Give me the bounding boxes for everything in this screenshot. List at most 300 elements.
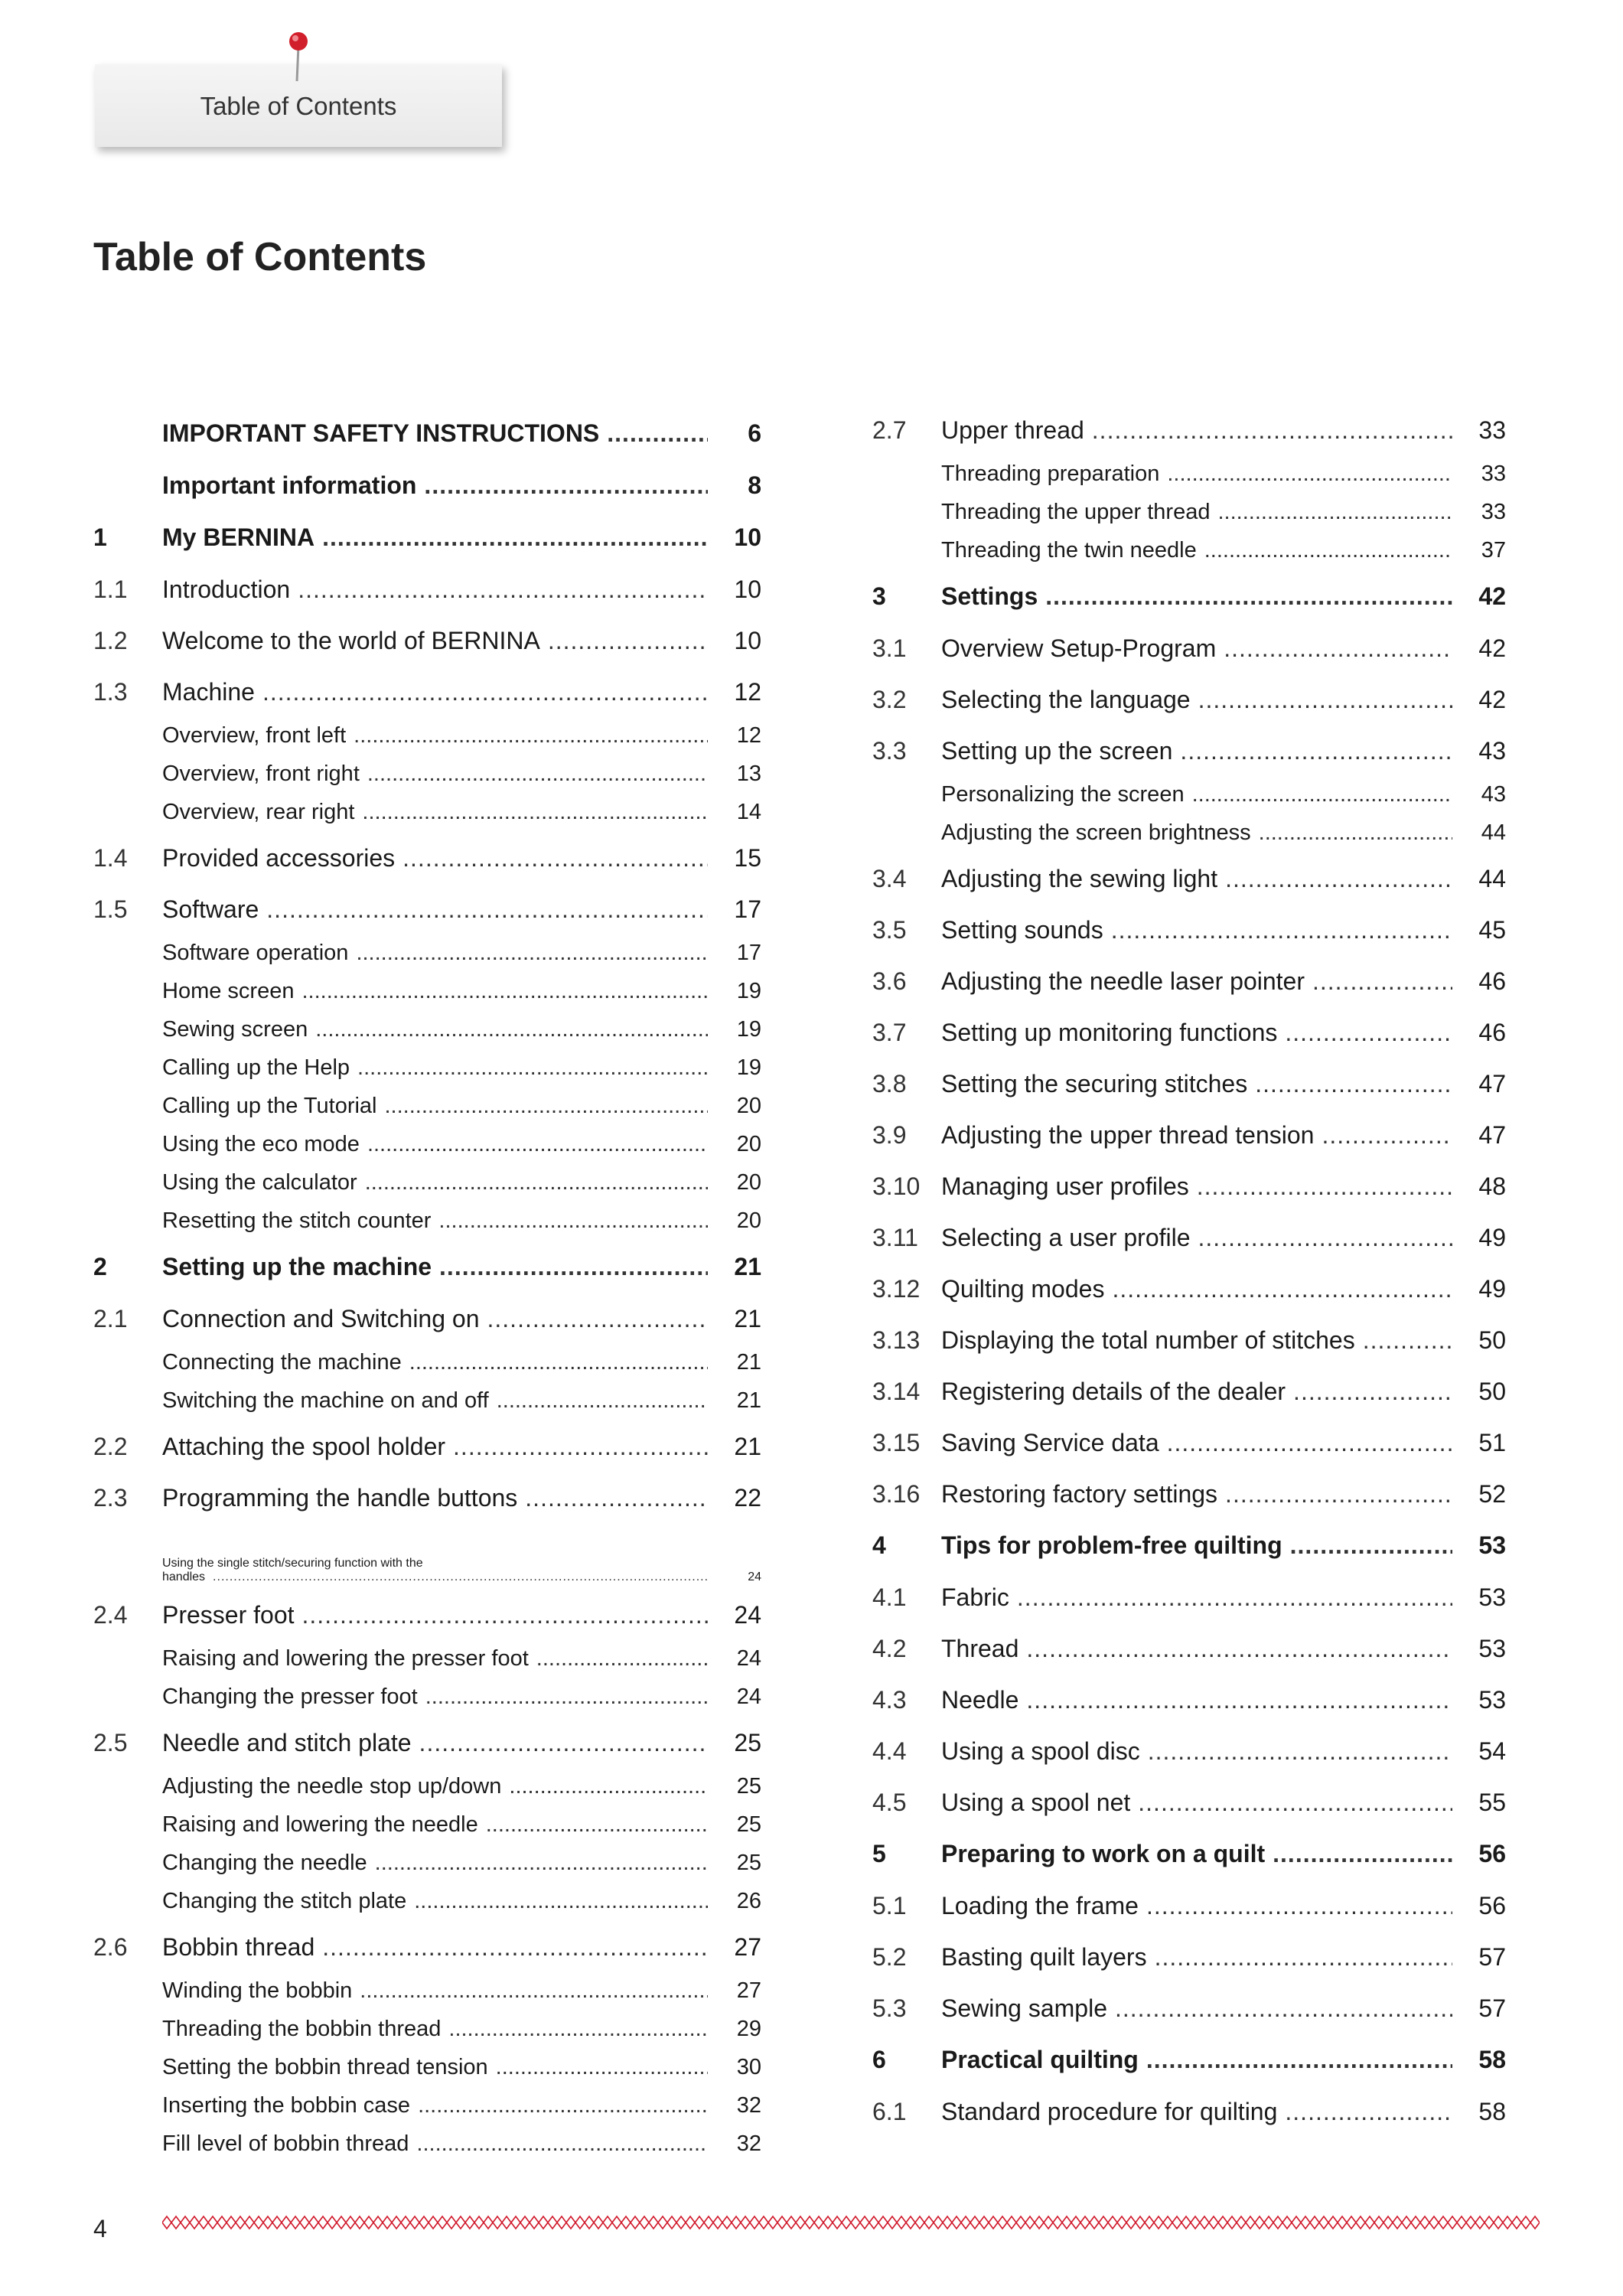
toc-entry-number: 2.7 — [872, 416, 907, 444]
toc-entry[interactable] — [872, 1006, 1506, 1058]
dot-leader — [548, 627, 708, 655]
toc-entry[interactable] — [872, 2086, 1506, 2137]
toc-entry-page: 14 — [736, 800, 761, 824]
toc-entry-number: 4.2 — [872, 1635, 907, 1662]
toc-entry[interactable] — [872, 1571, 1506, 1623]
dot-leader — [365, 1170, 708, 1195]
page-number: 4 — [93, 2215, 107, 2242]
toc-entry-number: 3.9 — [872, 1121, 907, 1149]
toc-entry-title: Practical quilting — [941, 2046, 1139, 2073]
toc-entry[interactable] — [872, 1880, 1506, 1931]
toc-entry[interactable] — [872, 1623, 1506, 1674]
toc-entry[interactable] — [93, 1472, 761, 1523]
dot-leader — [1285, 2098, 1452, 2126]
dot-leader — [416, 2131, 708, 2157]
toc-entry-page: 50 — [1478, 1326, 1506, 1354]
dot-leader — [1285, 1019, 1452, 1047]
toc-entry[interactable] — [872, 1058, 1506, 1109]
toc-entry[interactable] — [872, 570, 1506, 622]
toc-entry-page: 42 — [1478, 686, 1506, 713]
toc-entry[interactable] — [872, 1674, 1506, 1725]
toc-entry-title: Inserting the bobbin case — [162, 2093, 411, 2118]
dot-leader — [419, 1729, 708, 1757]
dot-leader — [302, 1601, 708, 1629]
toc-entry-page: 56 — [1478, 1840, 1506, 1867]
toc-entry-number: 1.3 — [93, 678, 128, 706]
dot-leader — [439, 1253, 708, 1281]
dot-leader — [1225, 865, 1452, 893]
toc-entry-title: Adjusting the needle stop up/down — [162, 1774, 502, 1799]
toc-entry-title: Quilting modes — [941, 1275, 1105, 1303]
dot-leader — [1255, 1070, 1452, 1098]
page-title: Table of Contents — [93, 235, 427, 279]
toc-entry-title: Software — [162, 895, 259, 923]
toc-entry-number: 3.6 — [872, 967, 907, 995]
toc-entry-number: 4.5 — [872, 1789, 907, 1816]
toc-entry-title: Provided accessories — [162, 844, 396, 872]
toc-entry-page: 53 — [1478, 1531, 1506, 1559]
toc-entry-page: 47 — [1478, 1121, 1506, 1149]
toc-entry-title: Sewing screen — [162, 1017, 308, 1042]
toc-entry[interactable] — [93, 2125, 761, 2164]
toc-entry-page: 54 — [1478, 1737, 1506, 1765]
toc-entry-title: Threading the bobbin thread — [162, 2017, 442, 2041]
dot-leader — [487, 1305, 709, 1333]
toc-entry[interactable] — [872, 455, 1506, 494]
toc-entry-page: 46 — [1478, 1019, 1506, 1046]
toc-entry[interactable] — [93, 1768, 761, 1806]
toc-entry-title: Using a spool net — [941, 1789, 1131, 1816]
toc-entry-page: 24 — [736, 1646, 761, 1671]
dot-leader — [1146, 2046, 1452, 2074]
dot-leader — [496, 2055, 708, 2080]
toc-entry-title: Sewing sample — [941, 1994, 1107, 2022]
dot-leader — [1017, 1583, 1452, 1612]
toc-entry-title: Home screen — [162, 979, 295, 1003]
toc-entry-number: 3.1 — [872, 634, 907, 662]
toc-entry[interactable] — [872, 1160, 1506, 1212]
toc-entry[interactable] — [93, 407, 761, 459]
toc-entry[interactable] — [872, 814, 1506, 853]
toc-entry-page: 19 — [736, 1017, 761, 1042]
toc-entry-page: 21 — [736, 1388, 761, 1413]
pushpin-head — [289, 32, 308, 51]
toc-entry-title: Using the calculator — [162, 1170, 357, 1195]
dot-leader — [1138, 1789, 1452, 1817]
toc-entry-page: 52 — [1478, 1480, 1506, 1508]
toc-entry-title: Overview, rear right — [162, 800, 355, 824]
toc-entry-number: 1.1 — [93, 576, 128, 603]
dot-leader — [1146, 1892, 1452, 1920]
toc-entry-number: 2.3 — [93, 1484, 128, 1512]
toc-entry-title: Threading preparation — [941, 461, 1160, 486]
toc-entry[interactable] — [93, 1678, 761, 1717]
toc-entry[interactable] — [93, 934, 761, 973]
dot-leader — [354, 723, 708, 748]
toc-entry-page: 56 — [1478, 1892, 1506, 1919]
dot-leader — [213, 1570, 708, 1584]
toc-entry-title-continued: handles — [162, 1570, 206, 1583]
toc-entry-title: Selecting a user profile — [941, 1224, 1191, 1251]
toc-entry-page: 48 — [1478, 1172, 1506, 1200]
toc-entry-page: 19 — [736, 1055, 761, 1080]
toc-entry-page: 25 — [736, 1774, 761, 1799]
dot-leader — [424, 471, 708, 500]
toc-entry-page: 17 — [734, 895, 761, 923]
toc-entry-page: 20 — [736, 1132, 761, 1156]
toc-entry-title: Managing user profiles — [941, 1172, 1189, 1200]
toc-entry[interactable] — [872, 1468, 1506, 1519]
dot-leader — [322, 1933, 708, 1962]
dot-leader — [1217, 500, 1452, 525]
toc-entry-number: 3.12 — [872, 1275, 921, 1303]
toc-entry-page: 53 — [1478, 1686, 1506, 1714]
toc-entry[interactable] — [93, 1921, 761, 1972]
toc-entry-page: 10 — [734, 627, 761, 654]
toc-entry-title: Programming the handle buttons — [162, 1484, 518, 1512]
toc-entry-number: 3.4 — [872, 865, 907, 892]
toc-entry-title: Connection and Switching on — [162, 1305, 480, 1332]
toc-left-column — [93, 407, 761, 2164]
toc-entry[interactable] — [872, 955, 1506, 1006]
pushpin-icon — [282, 28, 315, 83]
toc-entry-number: 2.5 — [93, 1729, 128, 1756]
toc-entry-title: Raising and lowering the presser foot — [162, 1646, 529, 1671]
toc-entry-title: Settings — [941, 582, 1038, 610]
toc-entry[interactable] — [93, 2011, 761, 2049]
toc-entry-title: Changing the stitch plate — [162, 1889, 407, 1913]
toc-entry-title: Winding the bobbin — [162, 1978, 353, 2003]
dot-leader — [1111, 916, 1452, 944]
toc-entry-page: 21 — [734, 1305, 761, 1332]
toc-entry-number: 1.4 — [93, 844, 128, 872]
toc-entry[interactable] — [93, 1202, 761, 1241]
toc-entry-title: Adjusting the screen brightness — [941, 820, 1251, 845]
dot-leader — [497, 1388, 708, 1414]
header-tab-label: Table of Contents — [200, 92, 397, 120]
toc-entry-number: 2.4 — [93, 1601, 128, 1629]
dot-leader — [402, 844, 708, 872]
toc-entry[interactable] — [93, 717, 761, 755]
toc-entry-page: 57 — [1478, 1943, 1506, 1971]
toc-entry-number: 6.1 — [872, 2098, 907, 2125]
toc-entry-page: 33 — [1481, 461, 1506, 486]
toc-entry-title: Using the single stitch/securing function with the — [162, 1557, 423, 1570]
toc-entry[interactable] — [872, 1519, 1506, 1571]
toc-entry[interactable] — [93, 1806, 761, 1844]
toc-entry-title: Connecting the machine — [162, 1350, 402, 1375]
toc-entry[interactable] — [93, 1088, 761, 1126]
toc-entry[interactable] — [93, 1382, 761, 1420]
toc-entry-page: 45 — [1478, 916, 1506, 944]
dot-leader — [1273, 1840, 1452, 1868]
dot-leader — [425, 1684, 708, 1710]
toc-entry-title: My BERNINA — [162, 523, 315, 551]
toc-entry-page: 26 — [736, 1889, 761, 1913]
toc-entry-page: 51 — [1478, 1429, 1506, 1456]
dot-leader — [1259, 820, 1452, 846]
toc-entry[interactable] — [93, 1640, 761, 1678]
toc-entry[interactable] — [872, 2033, 1506, 2086]
toc-entry-page: 43 — [1481, 782, 1506, 807]
toc-entry[interactable] — [872, 1982, 1506, 2033]
toc-entry-page: 21 — [734, 1433, 761, 1460]
toc-entry-page: 21 — [734, 1253, 761, 1280]
toc-entry[interactable] — [93, 2049, 761, 2087]
toc-entry[interactable] — [93, 563, 761, 615]
toc-entry[interactable] — [872, 1417, 1506, 1468]
toc-entry-title: IMPORTANT SAFETY INSTRUCTIONS — [162, 419, 600, 447]
toc-entry[interactable] — [93, 1589, 761, 1640]
toc-entry-page: 24 — [734, 1601, 761, 1629]
toc-entry[interactable] — [872, 673, 1506, 725]
toc-entry-title: Fabric — [941, 1583, 1009, 1611]
toc-entry-number: 1.2 — [93, 627, 128, 654]
toc-entry-number: 3.10 — [872, 1172, 921, 1200]
dot-leader — [367, 762, 708, 787]
toc-entry[interactable] — [872, 1828, 1506, 1880]
dot-leader — [418, 2093, 708, 2118]
dot-leader — [362, 800, 708, 825]
dot-leader — [1167, 1429, 1452, 1457]
toc-entry-page: 27 — [734, 1933, 761, 1961]
toc-entry-number: 4.4 — [872, 1737, 907, 1765]
toc-entry[interactable] — [872, 853, 1506, 904]
toc-entry-page: 33 — [1478, 416, 1506, 444]
dot-leader — [1155, 1943, 1452, 1971]
dot-leader — [414, 1889, 708, 1914]
dot-leader — [1180, 737, 1452, 765]
toc-entry[interactable] — [872, 1314, 1506, 1365]
toc-entry-title: Machine — [162, 678, 255, 706]
toc-entry[interactable] — [93, 1883, 761, 1921]
toc-entry[interactable] — [93, 1844, 761, 1883]
stitch-border-decoration — [162, 2213, 1540, 2232]
toc-entry[interactable] — [93, 666, 761, 717]
toc-entry-page: 22 — [734, 1484, 761, 1512]
toc-entry[interactable] — [93, 973, 761, 1011]
toc-entry-number: 5.3 — [872, 1994, 907, 2022]
toc-entry-number: 3.14 — [872, 1378, 921, 1405]
dot-leader — [262, 678, 708, 706]
toc-entry-number: 3.7 — [872, 1019, 907, 1046]
toc-entry[interactable] — [93, 2087, 761, 2125]
toc-entry-title: Using the eco mode — [162, 1132, 360, 1156]
toc-entry-number: 2.2 — [93, 1433, 128, 1460]
dot-leader — [1112, 1275, 1452, 1303]
toc-entry-number: 3.11 — [872, 1224, 918, 1251]
dot-leader — [322, 523, 708, 552]
toc-entry-number: 2 — [93, 1253, 107, 1280]
toc-entry-page: 8 — [748, 471, 761, 499]
dot-leader — [1197, 1172, 1452, 1201]
toc-entry-title: Basting quilt layers — [941, 1943, 1147, 1971]
toc-entry-title: Threading the twin needle — [941, 538, 1197, 563]
toc-entry[interactable] — [93, 511, 761, 563]
toc-entry-title: Changing the presser foot — [162, 1684, 418, 1709]
toc-entry-title: Overview, front right — [162, 762, 360, 786]
toc-entry-page: 57 — [1478, 1994, 1506, 2022]
toc-entry[interactable] — [872, 776, 1506, 814]
dot-leader — [298, 576, 708, 604]
dot-leader — [448, 2017, 708, 2042]
toc-entry-page: 42 — [1478, 634, 1506, 662]
toc-entry-number: 3 — [872, 582, 886, 610]
toc-entry-page: 12 — [736, 723, 761, 748]
toc-entry-title: Saving Service data — [941, 1429, 1159, 1456]
toc-entry[interactable] — [872, 622, 1506, 673]
toc-entry-number: 3.8 — [872, 1070, 907, 1097]
toc-entry-page: 25 — [736, 1851, 761, 1875]
toc-entry[interactable] — [872, 1776, 1506, 1828]
toc-entry[interactable] — [872, 1212, 1506, 1263]
toc-entry-number: 4.3 — [872, 1686, 907, 1714]
toc-entry-title: Needle — [941, 1686, 1019, 1714]
dot-leader — [375, 1851, 708, 1876]
dot-leader — [1115, 1994, 1452, 2023]
toc-entry-number: 2.1 — [93, 1305, 128, 1332]
toc-entry[interactable] — [93, 1011, 761, 1049]
toc-entry[interactable] — [872, 1109, 1506, 1160]
toc-entry-title: Setting up monitoring functions — [941, 1019, 1278, 1046]
toc-entry[interactable] — [93, 883, 761, 934]
toc-entry-number: 5 — [872, 1840, 886, 1867]
toc-entry-number: 3.15 — [872, 1429, 921, 1456]
toc-entry-title: Threading the upper thread — [941, 500, 1211, 524]
toc-entry-title: Upper thread — [941, 416, 1084, 444]
toc-entry-number: 3.5 — [872, 916, 907, 944]
toc-entry[interactable] — [93, 615, 761, 666]
toc-entry-title: Important information — [162, 471, 417, 499]
toc-entry[interactable] — [93, 1344, 761, 1382]
dot-leader — [486, 1812, 708, 1838]
dot-leader — [438, 1208, 708, 1234]
toc-entry-title: Setting up the screen — [941, 737, 1173, 765]
toc-entry-title: Introduction — [162, 576, 291, 603]
dot-leader — [525, 1484, 708, 1512]
toc-entry[interactable] — [93, 1972, 761, 2011]
toc-entry-number: 3.3 — [872, 737, 907, 765]
toc-entry[interactable] — [872, 404, 1506, 455]
dot-leader — [607, 419, 708, 448]
toc-entry-number: 4 — [872, 1531, 886, 1559]
toc-entry[interactable] — [93, 794, 761, 832]
toc-entry-title: Adjusting the needle laser pointer — [941, 967, 1305, 995]
dot-leader — [367, 1132, 708, 1157]
toc-entry-title: Switching the machine on and off — [162, 1388, 489, 1413]
toc-entry-page: 27 — [736, 1978, 761, 2003]
toc-entry[interactable] — [93, 1293, 761, 1344]
toc-entry-page: 32 — [736, 2093, 761, 2118]
dot-leader — [385, 1094, 709, 1119]
toc-entry-title: Adjusting the upper thread tension — [941, 1121, 1315, 1149]
toc-entry-page: 24 — [736, 1684, 761, 1709]
toc-entry-title: Welcome to the world of BERNINA — [162, 627, 540, 654]
toc-entry[interactable] — [872, 532, 1506, 570]
dot-leader — [356, 941, 708, 966]
toc-entry[interactable] — [872, 725, 1506, 776]
toc-entry[interactable] — [93, 832, 761, 883]
toc-entry-page: 10 — [734, 576, 761, 603]
toc-entry-page: 43 — [1478, 737, 1506, 765]
toc-entry-page: 49 — [1478, 1275, 1506, 1303]
toc-entry-title: Adjusting the sewing light — [941, 865, 1218, 892]
toc-entry-title: Setting the bobbin thread tension — [162, 2055, 488, 2079]
dot-leader — [1290, 1531, 1452, 1560]
toc-entry[interactable] — [93, 459, 761, 511]
toc-entry-title: Displaying the total number of stitches — [941, 1326, 1355, 1354]
toc-entry-number: 3.2 — [872, 686, 907, 713]
toc-entry[interactable] — [872, 904, 1506, 955]
dot-leader — [301, 979, 708, 1004]
toc-entry-page: 21 — [736, 1350, 761, 1375]
toc-entry-title: Selecting the language — [941, 686, 1191, 713]
dot-leader — [1204, 538, 1452, 563]
toc-entry-page: 53 — [1478, 1583, 1506, 1611]
toc-entry-title: Tips for problem-free quilting — [941, 1531, 1282, 1559]
toc-entry-page: 53 — [1478, 1635, 1506, 1662]
toc-entry-page: 19 — [736, 979, 761, 1003]
toc-entry-page: 13 — [736, 762, 761, 786]
dot-leader — [357, 1055, 708, 1081]
toc-entry-title: Standard procedure for quilting — [941, 2098, 1278, 2125]
toc-entry-page: 55 — [1478, 1789, 1506, 1816]
toc-entry[interactable] — [872, 494, 1506, 532]
toc-entry[interactable] — [93, 1523, 761, 1589]
toc-entry-page: 49 — [1478, 1224, 1506, 1251]
toc-entry[interactable] — [93, 1241, 761, 1293]
toc-entry-page: 33 — [1481, 500, 1506, 524]
toc-entry[interactable] — [93, 1049, 761, 1088]
toc-entry[interactable] — [93, 755, 761, 794]
toc-entry[interactable] — [872, 1931, 1506, 1982]
toc-entry-title: Attaching the spool holder — [162, 1433, 446, 1460]
toc-entry-page: 46 — [1478, 967, 1506, 995]
toc-entry-title: Calling up the Tutorial — [162, 1094, 377, 1118]
toc-entry-title: Preparing to work on a quilt — [941, 1840, 1266, 1867]
dot-leader — [1312, 967, 1452, 996]
toc-entry-title: Restoring factory settings — [941, 1480, 1218, 1508]
toc-entry-page: 30 — [736, 2055, 761, 2079]
toc-entry-page: 25 — [736, 1812, 761, 1837]
toc-entry-page: 6 — [748, 419, 761, 447]
toc-entry-title: Overview Setup-Program — [941, 634, 1217, 662]
toc-entry-page: 12 — [734, 678, 761, 706]
toc-entry[interactable] — [872, 1365, 1506, 1417]
toc-entry-number: 5.1 — [872, 1892, 907, 1919]
toc-entry-title: Setting up the machine — [162, 1253, 432, 1280]
dot-leader — [1026, 1635, 1452, 1663]
toc-entry-page: 44 — [1478, 865, 1506, 892]
toc-entry[interactable] — [872, 1725, 1506, 1776]
toc-entry-title: Raising and lowering the needle — [162, 1812, 478, 1837]
toc-entry-title: Changing the needle — [162, 1851, 367, 1875]
toc-entry-page: 58 — [1478, 2098, 1506, 2125]
toc-entry[interactable] — [93, 1126, 761, 1164]
toc-entry[interactable] — [93, 1164, 761, 1202]
dot-leader — [1322, 1121, 1452, 1150]
toc-entry[interactable] — [93, 1717, 761, 1768]
dot-leader — [453, 1433, 708, 1461]
toc-entry-title: Calling up the Help — [162, 1055, 350, 1080]
dot-leader — [315, 1017, 708, 1042]
toc-entry[interactable] — [872, 1263, 1506, 1314]
toc-entry-title: Setting sounds — [941, 916, 1103, 944]
toc-entry-number: 4.1 — [872, 1583, 907, 1611]
toc-entry-title: Registering details of the dealer — [941, 1378, 1286, 1405]
toc-entry[interactable] — [93, 1420, 761, 1472]
toc-entry-number: 3.16 — [872, 1480, 921, 1508]
